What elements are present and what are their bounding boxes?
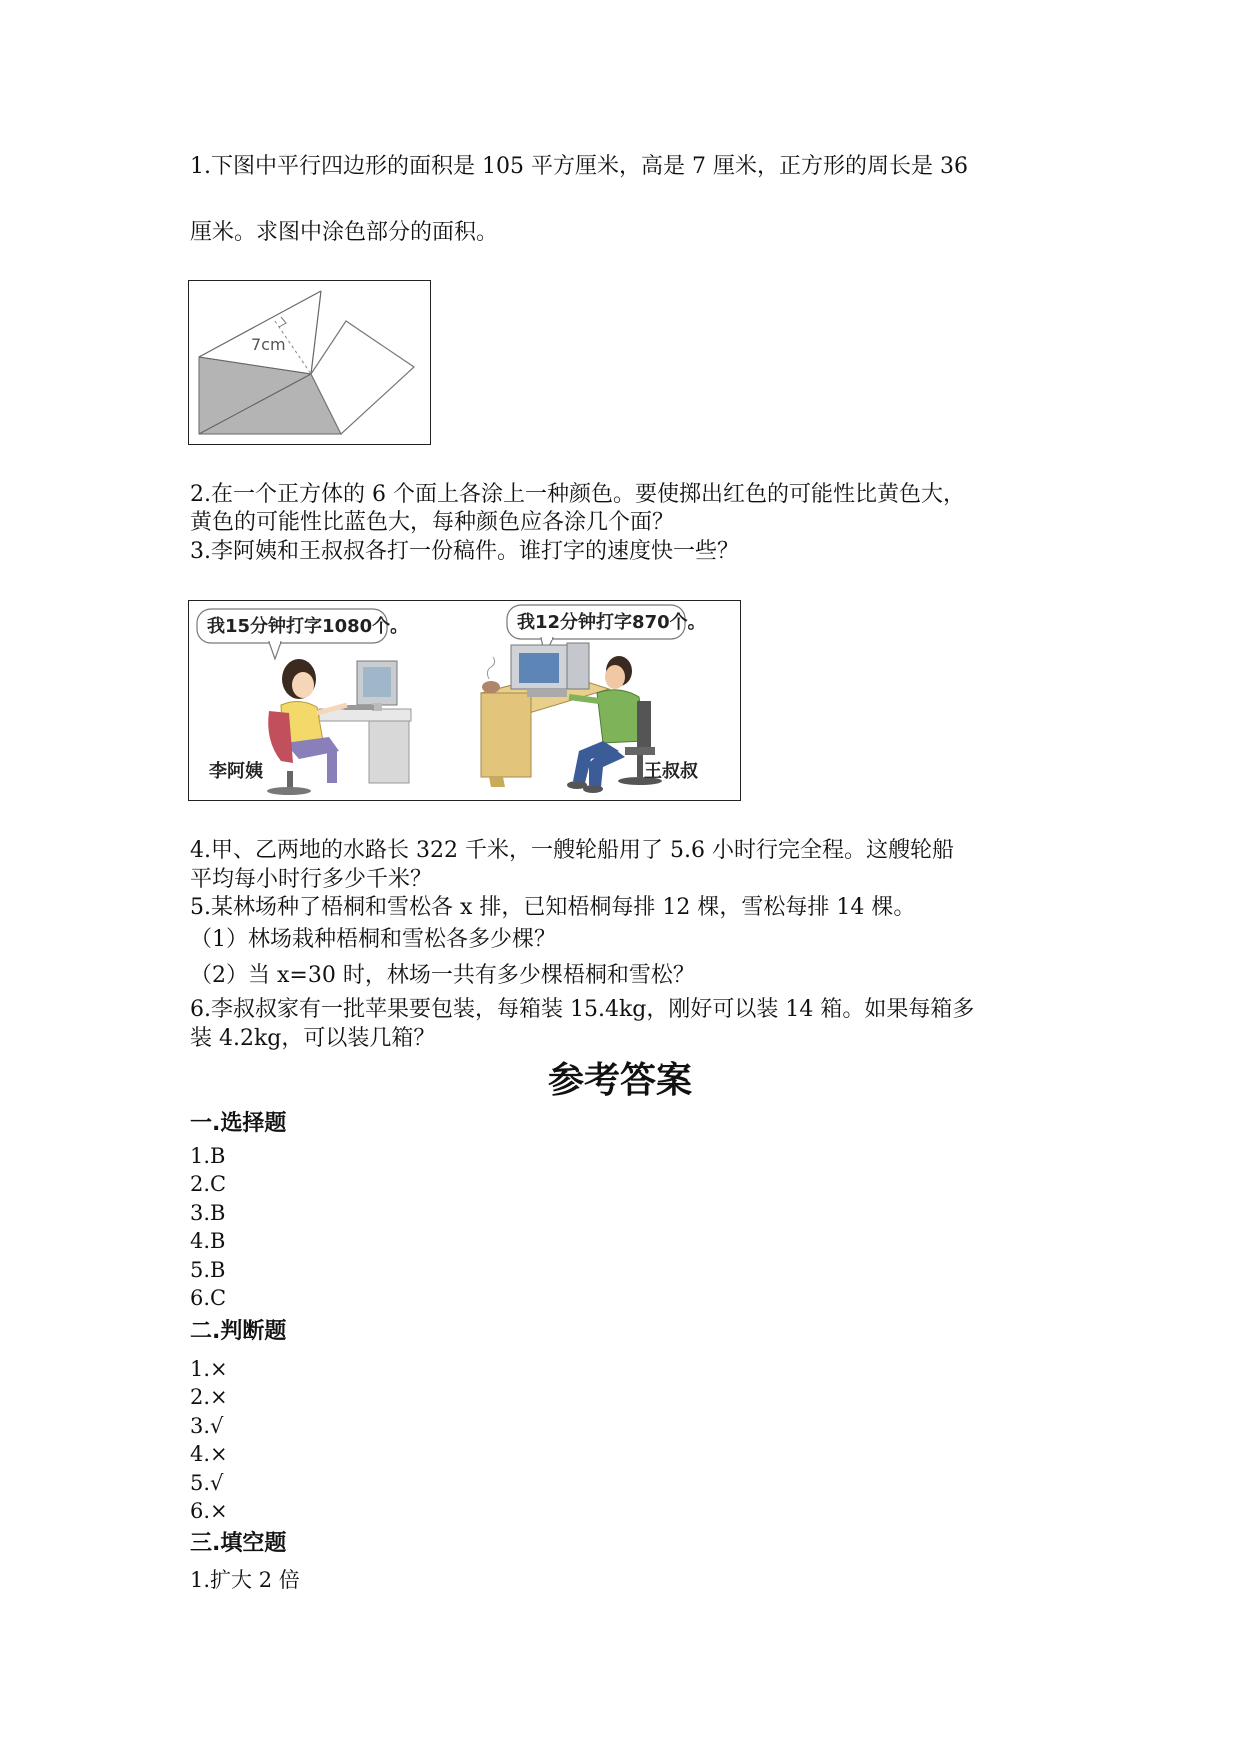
speech-bubble-left: 我15分钟打字1080个。 xyxy=(207,616,409,637)
name-label-left: 李阿姨 xyxy=(209,761,263,782)
answer-item: 2.× xyxy=(190,1385,228,1409)
typing-scene xyxy=(189,601,740,800)
answer-key-title: 参考答案 xyxy=(547,1060,692,1101)
answer-item: 1.× xyxy=(190,1357,228,1381)
answer-item: 5.B xyxy=(190,1258,226,1282)
question-1-line-2: 厘米。求图中涂色部分的面积。 xyxy=(190,220,499,245)
height-label: 7cm xyxy=(251,335,286,354)
speech-bubble-right: 我12分钟打字870个。 xyxy=(517,612,706,633)
question-6-line-1: 6.李叔叔家有一批苹果要包装，每箱装 15.4kg，刚好可以装 14 箱。如果每箱多 xyxy=(190,997,975,1022)
section-heading-fill-blank: 三.填空题 xyxy=(190,1531,287,1556)
question-4-line-1: 4.甲、乙两地的水路长 322 千米，一艘轮船用了 5.6 小时行完全程。这艘轮船 xyxy=(190,838,954,863)
question-1-line-1: 1.下图中平行四边形的面积是 105 平方厘米，高是 7 厘米，正方形的周长是 36 xyxy=(190,154,968,179)
woman-figure xyxy=(267,659,347,795)
section-heading-judgment: 二.判断题 xyxy=(190,1319,287,1344)
section-heading-choice: 一.选择题 xyxy=(190,1111,287,1136)
answer-item: 6.× xyxy=(190,1499,228,1523)
question-5-part-1: （1）林场栽种梧桐和雪松各多少棵？ xyxy=(190,927,556,952)
answer-item: 5.√ xyxy=(190,1471,224,1495)
question-4-line-2: 平均每小时行多少千米？ xyxy=(190,867,433,892)
name-label-right: 王叔叔 xyxy=(644,761,698,782)
question-3: 3.李阿姨和王叔叔各打一份稿件。谁打字的速度快一些？ xyxy=(190,539,739,564)
geometry-diagram xyxy=(189,281,430,444)
question-2-line-2: 黄色的可能性比蓝色大，每种颜色应各涂几个面？ xyxy=(190,510,675,535)
answer-item: 1.扩大 2 倍 xyxy=(190,1568,300,1592)
answer-item: 4.× xyxy=(190,1442,228,1466)
question-2-line-1: 2.在一个正方体的 6 个面上各涂上一种颜色。要使掷出红色的可能性比黄色大， xyxy=(190,482,965,507)
question-6-line-2: 装 4.2kg，可以装几箱？ xyxy=(190,1026,436,1051)
answer-item: 3.√ xyxy=(190,1414,224,1438)
answer-item: 2.C xyxy=(190,1172,227,1196)
parallelogram-square-figure xyxy=(188,280,431,445)
answer-item: 4.B xyxy=(190,1229,226,1253)
answer-item: 6.C xyxy=(190,1286,227,1310)
answer-item: 1.B xyxy=(190,1144,226,1168)
typing-illustration xyxy=(188,600,741,801)
question-5-part-2: （2）当 x=30 时，林场一共有多少棵梧桐和雪松？ xyxy=(190,963,695,988)
question-5: 5.某林场种了梧桐和雪松各 x 排，已知梧桐每排 12 棵，雪松每排 14 棵。 xyxy=(190,895,916,920)
answer-item: 3.B xyxy=(190,1201,226,1225)
